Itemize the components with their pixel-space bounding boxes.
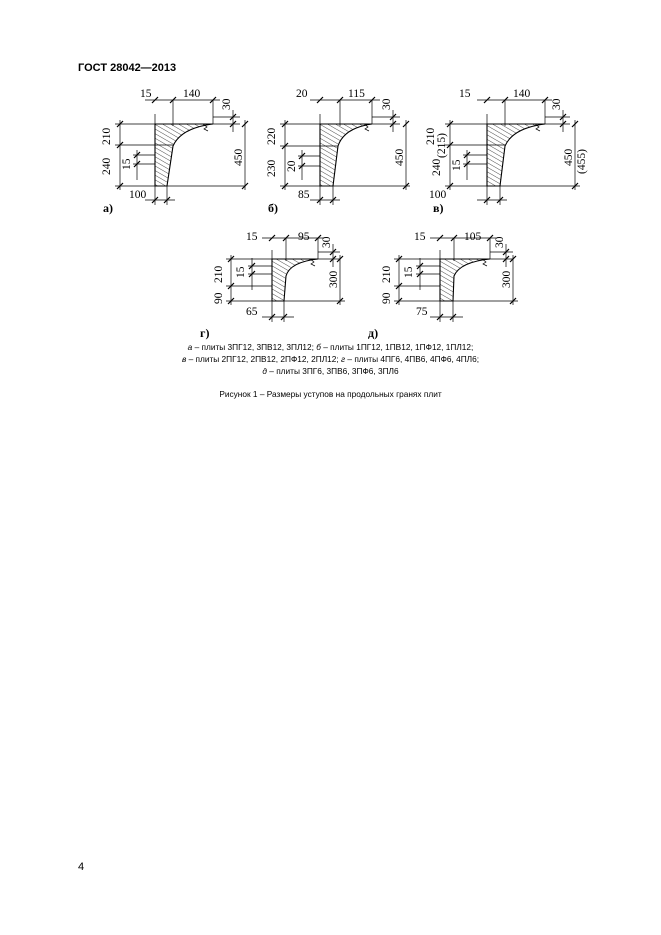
dim-lower: 240: [101, 157, 113, 175]
legend-letter: б: [316, 342, 321, 352]
figure-a: [95, 90, 255, 220]
figure-v: [425, 90, 590, 220]
dim-small: 15: [403, 266, 415, 278]
figure-label: д): [368, 326, 379, 340]
legend-text: – плиты 1ПГ12, 1ПВ12, 1ПФ12, 1ПЛ12;: [320, 342, 474, 352]
legend-text: – плиты 2ПГ12, 2ПВ12, 2ПФ12, 2ПЛ12;: [186, 354, 341, 364]
legend-letter: а: [187, 342, 193, 352]
dim-step: 30: [551, 98, 563, 110]
dim-step: 30: [381, 98, 393, 110]
page-number: 4: [78, 861, 85, 873]
legend-line: [100, 353, 561, 365]
dim-bottom: 65: [246, 306, 258, 318]
legend-line: [100, 341, 561, 353]
dim-top-width: 15: [140, 88, 152, 100]
dim-lower: 90: [381, 292, 393, 304]
dim-upper: 220: [266, 127, 278, 145]
dim-upper: 210: [213, 265, 225, 283]
dim-small: 20: [286, 160, 298, 172]
dim-step: 30: [221, 98, 233, 110]
figure-g: [190, 228, 350, 343]
dim-small: 15: [235, 266, 247, 278]
legend-text: – плиты 3ПГ12, 3ПВ12, 3ПЛ12;: [192, 342, 317, 352]
figure-label: г): [200, 326, 210, 340]
page-header: ГОСТ 28042—2013: [78, 62, 177, 74]
legend-letter: в: [181, 354, 187, 364]
dim-lower: 240: [431, 158, 443, 176]
dim-small: 15: [121, 158, 133, 170]
dim-bottom: 75: [416, 306, 428, 318]
legend-letter: д: [262, 366, 267, 376]
dim-upper: 210: [425, 127, 437, 145]
dim-bottom: 85: [298, 189, 310, 201]
dim-step: 30: [321, 236, 333, 248]
dim-upper: 210: [101, 127, 113, 145]
dim-top-width: 15: [459, 88, 471, 100]
figure-label: а): [103, 201, 113, 215]
legend-letter: г: [341, 354, 346, 364]
figure-caption: Рисунок 1 – Размеры уступов на продольных гранях плит: [219, 389, 442, 399]
dim-top-width: 15: [414, 231, 426, 243]
section-drawing: [445, 97, 580, 205]
dim-lower: 90: [213, 292, 225, 304]
dim-upper-alt: (215): [436, 133, 448, 158]
dim-total: 300: [328, 270, 340, 288]
dim-lower: 230: [266, 159, 278, 177]
dim-total: 450: [394, 148, 406, 166]
dim-step: 30: [494, 236, 506, 248]
dim-total: 300: [501, 270, 513, 288]
figure-label: б): [268, 201, 278, 215]
figure-label: в): [433, 201, 444, 215]
legend-text: – плиты 4ПГ6, 4ПВ6, 4ПФ6, 4ПЛ6;: [345, 354, 480, 364]
dim-cantilever: 105: [464, 231, 482, 243]
dim-cantilever: 140: [513, 88, 531, 100]
figure-b: [260, 90, 420, 220]
legend-line: [100, 365, 561, 377]
dim-top-width: 15: [246, 231, 258, 243]
figure-d: [358, 228, 523, 343]
dim-total-alt: (455): [576, 149, 588, 174]
legend-text: – плиты 3ПГ6, 3ПВ6, 3ПФ6, 3ПЛ6: [266, 366, 399, 376]
dim-top-width: 20: [296, 88, 308, 100]
dim-cantilever: 140: [183, 88, 201, 100]
dim-small: 15: [451, 159, 463, 171]
dim-total: 450: [233, 148, 245, 166]
dim-total: 450: [563, 148, 575, 166]
figure-legend: [100, 341, 561, 377]
dim-bottom: 100: [129, 189, 147, 201]
dim-cantilever: 95: [298, 231, 310, 243]
dim-upper: 210: [381, 265, 393, 283]
dim-cantilever: 115: [348, 88, 365, 100]
dim-bottom: 100: [429, 189, 447, 201]
